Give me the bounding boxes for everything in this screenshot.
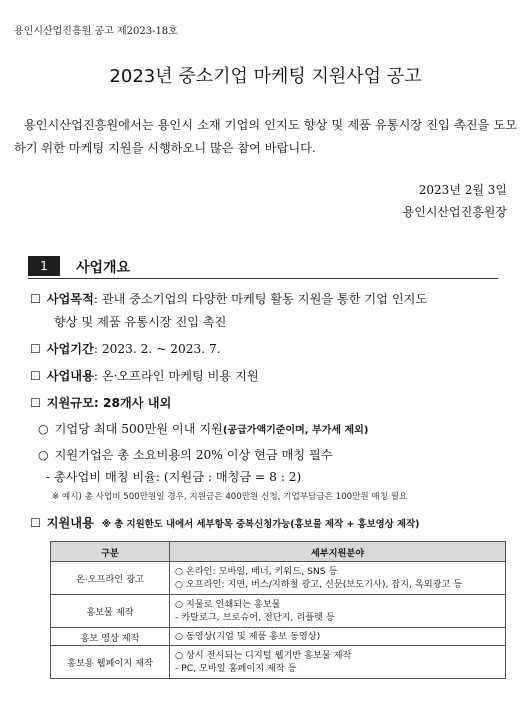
detail-line: - 카탈로그, 브로슈어, 전단지, 리플렛 등 bbox=[175, 612, 335, 623]
table-row bbox=[51, 595, 506, 628]
section-divider bbox=[28, 278, 498, 279]
table-cell-category: 홍보 영상 제작 bbox=[51, 628, 170, 646]
max-support-text: 기업당 최대 500만원 이내 지원 bbox=[54, 422, 223, 436]
table-cell-category: 온·오프라인 광고 bbox=[51, 562, 170, 595]
circle-bullet-icon: ○ bbox=[38, 448, 49, 462]
table-header-detail: 세부지원분야 bbox=[170, 542, 506, 562]
support-content-item bbox=[30, 514, 419, 531]
scale-text: : 28개사 내외 bbox=[93, 396, 172, 410]
notice-number: 용인시산업진흥원 공고 제2023-18호 bbox=[14, 26, 178, 37]
section-title: 사업개요 bbox=[76, 260, 131, 276]
purpose-label: 사업목적 bbox=[46, 292, 94, 306]
example-note: ※ 예시) 총 사업비 500만원일 경우, 지원금은 400만원 신청, 기업부담금은 100만원 매칭 필요 bbox=[52, 492, 408, 502]
table-cell-category: 홍보용 웹페이지 제작 bbox=[51, 646, 170, 679]
checkbox-icon: ☐ bbox=[30, 342, 41, 356]
issuer-name: 용인시산업진흥원장 bbox=[402, 205, 507, 219]
intro-paragraph: 용인시산업진흥원에서는 용인시 소재 기업의 인지도 향상 및 제품 유통시장 진입 촉진을 도모하기 위한 마케팅 지원을 시행하오니 많은 참여 바랍니다. bbox=[14, 118, 517, 155]
max-support-item bbox=[38, 420, 368, 437]
scale-item bbox=[30, 394, 171, 411]
detail-line: ○ 상시 전시되는 디지털 웹기반 홍보물 제작 bbox=[175, 650, 352, 661]
detail-line: ○ 동영상(기업 및 제품 홍보 동영상) bbox=[175, 631, 321, 642]
announcement-date: 2023년 2월 3일 bbox=[418, 183, 507, 197]
scale-label: 지원규모 bbox=[46, 396, 94, 410]
checkbox-icon: ☐ bbox=[30, 396, 41, 410]
checkbox-icon: ☐ bbox=[30, 369, 41, 383]
period-item bbox=[30, 340, 221, 357]
content-item bbox=[30, 367, 259, 384]
support-note: ※ 총 지원한도 내에서 세부항목 중복신청가능(홍보물 제작 + 홍보영상 제작) bbox=[101, 519, 420, 530]
detail-line: ○ 온라인: 모바일, 배너, 키워드, SNS 등 bbox=[175, 566, 338, 577]
table-cell-detail bbox=[170, 628, 506, 646]
table-cell-detail bbox=[170, 562, 506, 595]
checkbox-icon: ☐ bbox=[30, 516, 41, 530]
detail-line: ○ 오프라인: 지면, 버스/지하철 광고, 신문(보도기사), 잡지, 옥외광고 등 bbox=[175, 579, 463, 590]
matching-ratio: - 총사업비 매칭 비율: (지원금 : 매칭금 = 8 : 2) bbox=[46, 470, 302, 484]
purpose-text-cont: 향상 및 제품 유통시장 진입 촉진 bbox=[54, 315, 227, 329]
content-label: 사업내용 bbox=[46, 369, 94, 383]
detail-line: - PC, 모바일 홈페이지 제작 등 bbox=[175, 663, 297, 674]
support-detail-table bbox=[50, 541, 506, 679]
table-cell-category: 홍보물 제작 bbox=[51, 595, 170, 628]
page-title: 2023년 중소기업 마케팅 지원사업 공고 bbox=[109, 66, 422, 87]
circle-bullet-icon: ○ bbox=[38, 422, 49, 436]
support-label: 지원내용 bbox=[46, 516, 94, 530]
content-text: : 온·오프라인 마케팅 비용 지원 bbox=[93, 369, 259, 383]
detail-line: ○ 지물로 인쇄되는 홍보물 bbox=[175, 599, 281, 610]
table-cell-detail bbox=[170, 646, 506, 679]
period-text: : 2023. 2. ~ 2023. 7. bbox=[93, 342, 221, 356]
max-support-note: (공급가액기준이며, 부가세 제외) bbox=[222, 425, 369, 436]
own-funds-item bbox=[38, 446, 333, 463]
table-header-category: 구분 bbox=[51, 542, 170, 562]
table-row bbox=[51, 646, 506, 679]
checkbox-icon: ☐ bbox=[30, 292, 41, 306]
table-row bbox=[51, 562, 506, 595]
own-funds-text: 지원기업은 총 소요비용의 20% 이상 현금 매칭 필수 bbox=[54, 448, 333, 462]
purpose-item bbox=[30, 290, 427, 307]
period-label: 사업기간 bbox=[46, 342, 94, 356]
section-number-badge: 1 bbox=[28, 256, 60, 276]
table-row bbox=[51, 628, 506, 646]
purpose-text: : 관내 중소기업의 다양한 마케팅 활동 지원을 통한 기업 인지도 bbox=[93, 292, 428, 306]
table-header-row bbox=[51, 542, 506, 562]
table-cell-detail bbox=[170, 595, 506, 628]
